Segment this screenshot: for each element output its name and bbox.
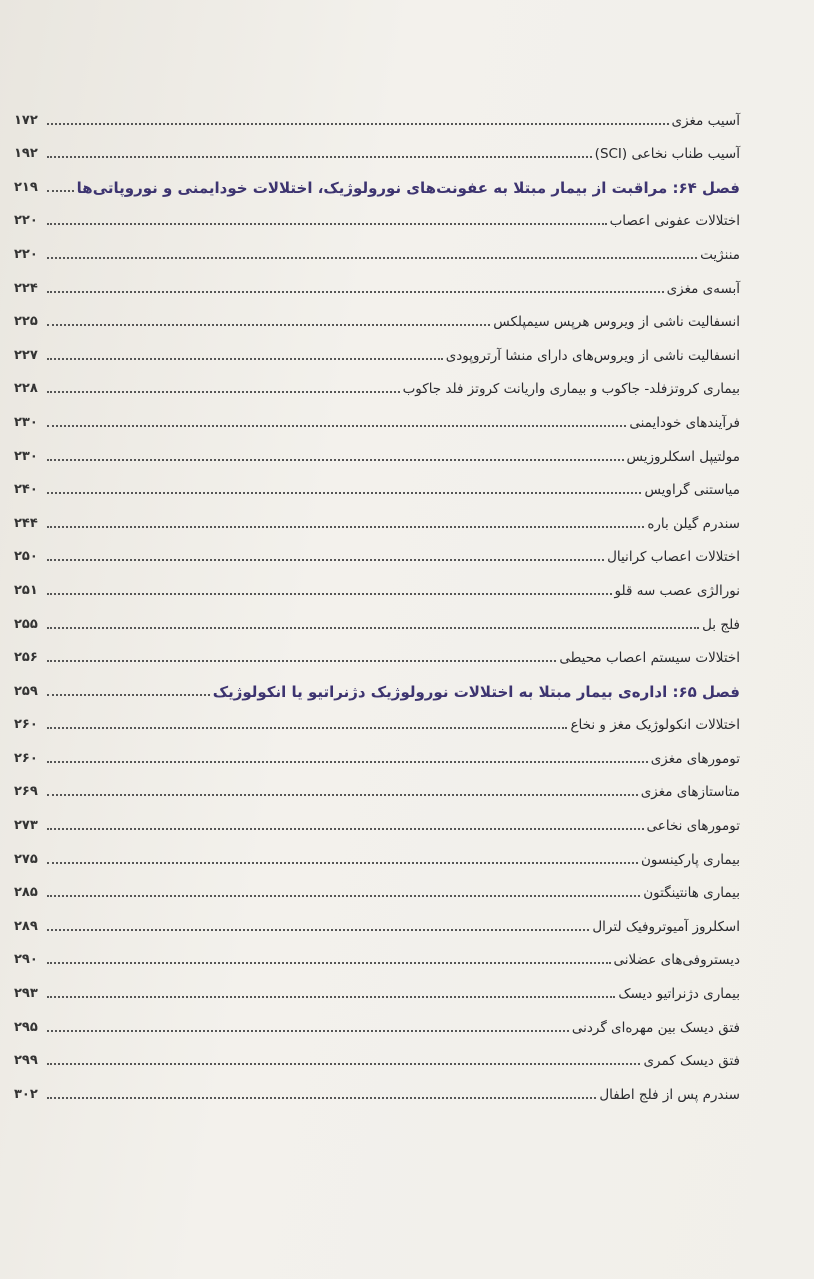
dot-leader [47, 828, 644, 830]
page-number: ۲۵۶ [14, 650, 38, 666]
toc-entry-row [14, 837, 740, 871]
dot-leader [47, 694, 210, 696]
toc-entry-row [14, 468, 740, 502]
entry-title: فتق دیسک بین مهره‌ای گردنی [571, 1019, 740, 1036]
toc-entry-row [14, 98, 740, 132]
page-number: ۲۸۵ [14, 885, 38, 901]
dot-leader [47, 862, 638, 864]
page-number: ۲۷۵ [14, 851, 38, 867]
dot-leader [47, 156, 592, 158]
dot-leader [47, 526, 644, 528]
dot-leader [47, 794, 638, 796]
page-number: ۱۹۲ [14, 146, 38, 162]
page-number: ۲۳۰ [14, 448, 38, 464]
dot-leader [47, 324, 490, 326]
page-number: ۲۸۹ [14, 918, 38, 934]
page-number: ۲۵۱ [14, 582, 38, 598]
chapter-title: فصل ۶۴: مراقبت از بیمار مبتلا به عفونت‌های نورولوژیک، اختلالات خودایمنی و نوروپاتی‌ها [76, 178, 740, 197]
entry-title: آسیب مغزی [671, 112, 740, 129]
page-number: ۲۵۹ [14, 683, 38, 699]
entry-title: اختلالات اعصاب کرانیال [607, 549, 740, 566]
dot-leader [47, 1097, 596, 1099]
toc-entry-row [14, 300, 740, 334]
page-number: ۳۰۲ [14, 1086, 38, 1102]
dot-leader [47, 593, 612, 595]
page-number: ۲۲۸ [14, 381, 38, 397]
chapter-title: فصل ۶۵: اداره‌ی بیمار مبتلا به اختلالات نورولوژیک دژنراتیو یا انکولوژیک [212, 682, 740, 701]
entry-title: اختلالات عفونی اعصاب [609, 213, 740, 230]
page-number: ۲۲۰ [14, 213, 38, 229]
dot-leader [47, 391, 400, 393]
toc-entry-row [14, 904, 740, 938]
page-number: ۲۴۰ [14, 482, 38, 498]
table-of-contents [14, 98, 740, 1106]
toc-entry-row [14, 266, 740, 300]
toc-entry-row [14, 602, 740, 636]
entry-title: میاستنی گراویس [644, 482, 740, 499]
entry-title: انسفالیت ناشی از ویروس هرپس سیمپلکس [493, 314, 740, 331]
entry-title: تومورهای مغزی [650, 750, 740, 767]
toc-entry-row [14, 1039, 740, 1073]
dot-leader [47, 727, 567, 729]
dot-leader [47, 291, 664, 293]
dot-leader [47, 459, 624, 461]
entry-title: بیماری هانتینگتون [643, 885, 740, 902]
page-number: ۲۶۰ [14, 750, 38, 766]
toc-entry-row [14, 971, 740, 1005]
dot-leader [47, 223, 607, 225]
dot-leader [47, 1063, 640, 1065]
entry-title: متاستازهای مغزی [640, 784, 740, 801]
dot-leader [47, 123, 669, 125]
entry-title: اسکلروز آمیوتروفیک لترال [592, 918, 740, 935]
entry-title: انسفالیت ناشی از ویروس‌های دارای منشا آرتروپودی [445, 347, 740, 364]
entry-title: مولتیپل اسکلروزیس [626, 448, 740, 465]
toc-entry-row [14, 199, 740, 233]
dot-leader [47, 358, 443, 360]
toc-entry-row [14, 568, 740, 602]
dot-leader [47, 627, 699, 629]
entry-title: مننژیت [700, 246, 740, 263]
dot-leader [47, 1030, 569, 1032]
page-number: ۲۵۵ [14, 616, 38, 632]
page-number: ۲۲۷ [14, 347, 38, 363]
entry-title: آبسه‌ی مغزی [666, 280, 740, 297]
entry-title: تومورهای نخاعی [646, 818, 740, 835]
entry-title: نورالژی عصب سه قلو [614, 582, 740, 599]
dot-leader [47, 996, 615, 998]
toc-entry-row [14, 232, 740, 266]
toc-entry-row [14, 1072, 740, 1106]
toc-entry-row [14, 871, 740, 905]
toc-entry-row [14, 938, 740, 972]
toc-entry-row [14, 400, 740, 434]
toc-entry-row [14, 736, 740, 770]
dot-leader [47, 190, 74, 192]
entry-title: آسیب طناب نخاعی (SCI) [594, 146, 740, 163]
dot-leader [47, 257, 697, 259]
toc-chapter-row [14, 669, 740, 703]
toc-entry-row [14, 367, 740, 401]
page-number: ۲۹۹ [14, 1053, 38, 1069]
page-number: ۲۲۴ [14, 280, 38, 296]
page-number: ۲۹۳ [14, 986, 38, 1002]
page-number: ۲۶۹ [14, 784, 38, 800]
dot-leader [47, 425, 626, 427]
toc-entry-row [14, 770, 740, 804]
toc-entry-row [14, 333, 740, 367]
entry-title: سندرم پس از فلج اطفال [599, 1086, 740, 1103]
dot-leader [47, 660, 556, 662]
page-number: ۲۹۰ [14, 952, 38, 968]
toc-entry-row [14, 434, 740, 468]
page-number: ۲۷۳ [14, 818, 38, 834]
toc-entry-row [14, 501, 740, 535]
entry-title: فرآیندهای خودایمنی [629, 414, 740, 431]
toc-entry-row [14, 636, 740, 670]
toc-chapter-row [14, 165, 740, 199]
toc-entry-row [14, 132, 740, 166]
entry-title: بیماری دژنراتیو دیسک [618, 986, 740, 1003]
dot-leader [47, 559, 604, 561]
page-number: ۲۹۵ [14, 1019, 38, 1035]
entry-title: بیماری پارکینسون [640, 851, 740, 868]
page-number: ۲۴۴ [14, 515, 38, 531]
entry-title: اختلالات سیستم اعصاب محیطی [559, 650, 740, 667]
dot-leader [47, 492, 641, 494]
entry-title: فلج بل [702, 616, 740, 633]
page-number: ۲۲۵ [14, 314, 38, 330]
dot-leader [47, 761, 648, 763]
entry-title: سندرم گیلن باره [647, 515, 740, 532]
entry-title: بیماری کروتزفلد- جاکوب و بیماری واریانت کروتز فلد جاکوب [402, 381, 740, 398]
entry-title: دیستروفی‌های عضلانی [613, 952, 740, 969]
toc-entry-row [14, 1005, 740, 1039]
dot-leader [47, 929, 589, 931]
page-number: ۲۶۰ [14, 717, 38, 733]
entry-title: اختلالات انکولوژیک مغز و نخاع [570, 717, 740, 734]
toc-entry-row [14, 803, 740, 837]
toc-entry-row [14, 703, 740, 737]
entry-title: فتق دیسک کمری [643, 1053, 740, 1070]
page-number: ۲۵۰ [14, 549, 38, 565]
page-number: ۱۷۲ [14, 112, 38, 128]
dot-leader [47, 962, 611, 964]
page-number: ۲۱۹ [14, 179, 38, 195]
toc-entry-row [14, 535, 740, 569]
page-number: ۲۲۰ [14, 246, 38, 262]
dot-leader [47, 895, 640, 897]
page-number: ۲۳۰ [14, 414, 38, 430]
